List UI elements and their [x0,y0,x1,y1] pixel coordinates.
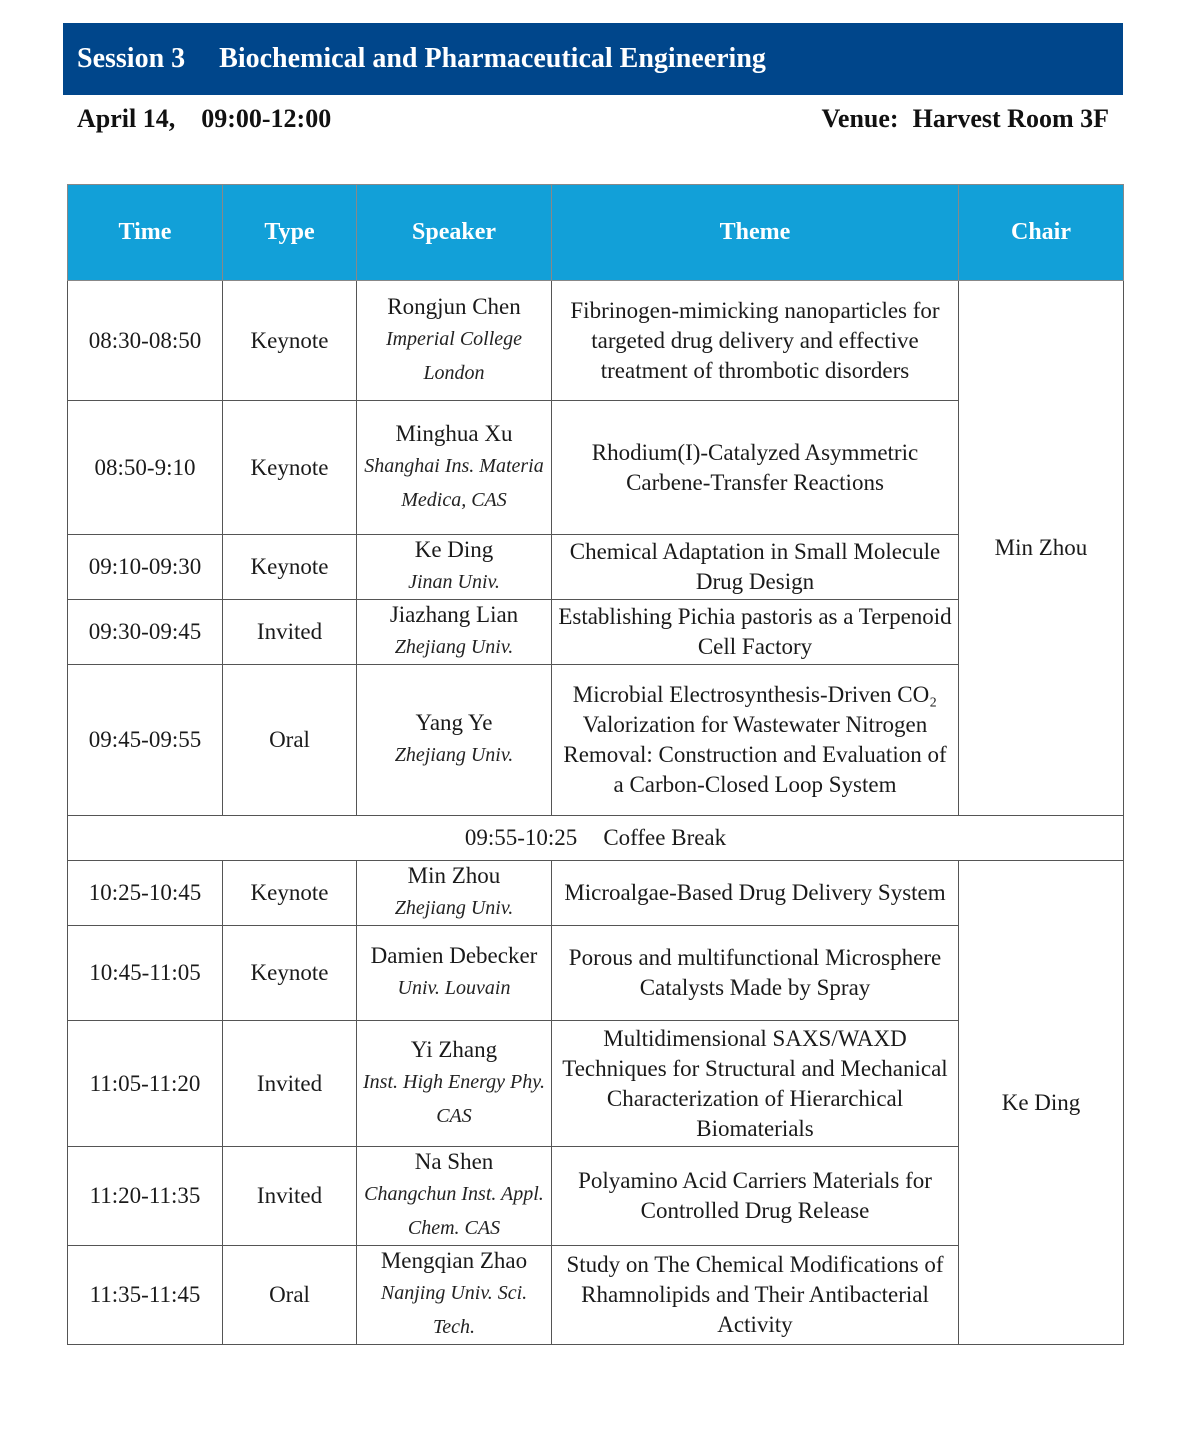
type-cell: Keynote [223,861,357,926]
speaker-cell [357,861,552,926]
session-banner [63,23,1123,95]
speaker-cell [357,281,552,401]
session-time: 09:00-12:00 [201,104,332,133]
speaker-cell [357,926,552,1021]
theme-cell: Porous and multifunctional Microsphere Catalysts Made by Spray [552,926,959,1021]
break-label: Coffee Break [603,825,727,850]
break-time: 09:55-10:25 [464,825,578,850]
theme-cell: Chemical Adaptation in Small Molecule Drug Design [552,535,959,600]
theme-cell: Multidimensional SAXS/WAXD Techniques for Structural and Mechanical Characterization of Hierarchical Biomaterials [552,1021,959,1147]
chair-cell: Ke Ding [959,861,1124,1345]
time-cell: 09:45-09:55 [68,665,223,816]
speaker-affiliation: Nanjing Univ. Sci. Tech. [380,1282,528,1338]
type-cell: Oral [223,665,357,816]
time-cell: 08:30-08:50 [68,281,223,401]
time-cell: 10:25-10:45 [68,861,223,926]
type-cell: Oral [223,1246,357,1345]
speaker-name: Min Zhou [407,863,501,888]
time-cell: 09:30-09:45 [68,600,223,665]
type-cell: Keynote [223,926,357,1021]
speaker-affiliation: Changchun Inst. Appl. Chem. CAS [364,1183,544,1239]
speaker-cell [357,600,552,665]
speaker-affiliation: Imperial College London [385,327,523,384]
time-cell: 10:45-11:05 [68,926,223,1021]
speaker-name: Mengqian Zhao [380,1248,528,1273]
time-cell: 11:05-11:20 [68,1021,223,1147]
speaker-name: Yang Ye [415,710,493,735]
speaker-affiliation: Inst. High Energy Phy. CAS [363,1070,546,1127]
table-header-row [68,185,1124,281]
session-title: Biochemical and Pharmaceutical Engineering [219,43,766,74]
type-cell: Invited [223,600,357,665]
theme-cell: Establishing Pichia pastoris as a Terpenoid Cell Factory [552,600,959,665]
chair-cell: Min Zhou [959,281,1124,816]
session-venue [822,104,1109,134]
theme-cell: Study on The Chemical Modifications of Rhamnolipids and Their Antibacterial Activity [552,1246,959,1345]
venue-label: Venue: [821,104,899,133]
theme-cell: Fibrinogen-mimicking nanoparticles for targeted drug delivery and effective treatment of thrombotic disorders [552,281,959,401]
speaker-name: Rongjun Chen [387,293,521,319]
coffee-break-row [68,816,1124,861]
type-cell: Keynote [223,401,357,535]
speaker-affiliation: Zhejiang Univ. [394,744,514,766]
speaker-name: Jiazhang Lian [389,602,519,627]
speaker-name: Na Shen [414,1149,494,1174]
column-header-type: Type [223,185,357,281]
speaker-name: Yi Zhang [410,1036,498,1062]
column-header-chair: Chair [959,185,1124,281]
speaker-affiliation: Univ. Louvain [397,977,511,999]
type-cell: Invited [223,1147,357,1246]
venue-name: Harvest Room 3F [912,104,1109,133]
time-cell: 09:10-09:30 [68,535,223,600]
speaker-cell [357,1147,552,1246]
speaker-affiliation: Shanghai Ins. Materia Medica, CAS [364,454,544,511]
time-cell: 11:20-11:35 [68,1147,223,1246]
session-number: Session 3 [77,43,186,74]
coffee-break-cell [68,816,1124,861]
column-header-speaker: Speaker [357,185,552,281]
speaker-name: Ke Ding [414,537,494,562]
table-row [68,861,1124,926]
session-date: April 14, [77,104,176,133]
theme-cell: Rhodium(I)-Catalyzed Asymmetric Carbene-Transfer Reactions [552,401,959,535]
schedule-table [67,184,1124,1345]
type-cell: Keynote [223,281,357,401]
speaker-name: Minghua Xu [395,420,513,446]
type-cell: Keynote [223,535,357,600]
table-row [68,281,1124,401]
column-header-time: Time [68,185,223,281]
column-header-theme: Theme [552,185,959,281]
speaker-cell [357,1021,552,1147]
theme-cell: Polyamino Acid Carriers Materials for Controlled Drug Release [552,1147,959,1246]
speaker-cell [357,665,552,816]
time-cell: 08:50-9:10 [68,401,223,535]
speaker-cell [357,401,552,535]
time-cell: 11:35-11:45 [68,1246,223,1345]
speaker-affiliation: Jinan Univ. [408,571,500,593]
speaker-cell [357,1246,552,1345]
theme-cell: Microalgae-Based Drug Delivery System [552,861,959,926]
session-datetime [77,104,331,134]
speaker-affiliation: Zhejiang Univ. [394,897,514,919]
speaker-name: Damien Debecker [370,943,538,968]
speaker-cell [357,535,552,600]
theme-cell: Microbial Electrosynthesis-Driven CO₂ Valorization for Wastewater Nitrogen Removal: Construction and Evaluation of a Carbon-Closed Loop System [552,665,959,816]
speaker-affiliation: Zhejiang Univ. [394,636,514,658]
type-cell: Invited [223,1021,357,1147]
